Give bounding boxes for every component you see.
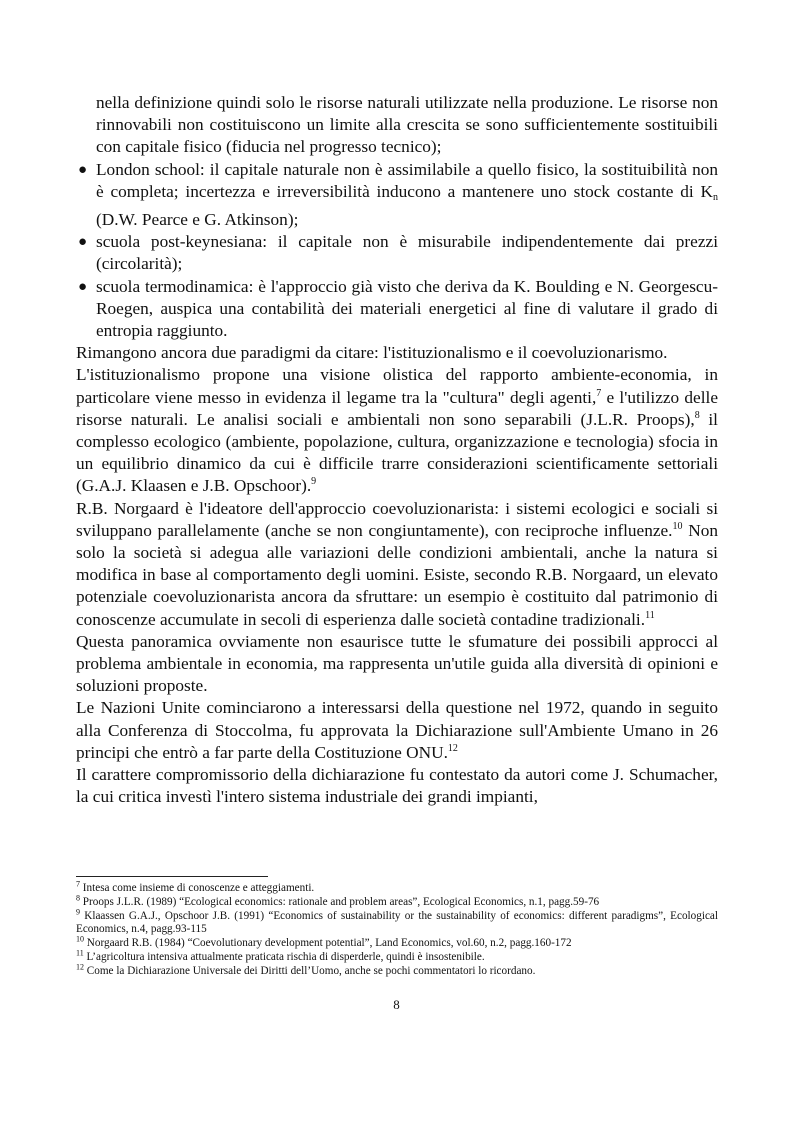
page-number: 8 <box>393 997 400 1012</box>
footnote: $^7$ Intesa come insieme di conoscenze e atteggiamenti. <box>76 879 315 894</box>
list-item: ● scuola termodinamica: è l'approccio già visto che deriva da K. Boulding e N. Georgescu-Roegen, auspica una contabilità dei materiali energetici al fine di valutare il grado di entropia raggiunto. <box>78 276 718 341</box>
capital-symbol: K <box>700 181 713 201</box>
bullet-icon: ● <box>78 234 88 251</box>
footnote: $^{12}$ Come la Dichiarazione Universale dei Diritti dell’Uomo, anche se pochi commentatori lo ricordano. <box>76 962 536 977</box>
footnote: $^9$ Klaassen G.A.J., Opschoor J.B. (1991) “Economics of sustainability or the sustainability of economics: different paradigms”, Ecological Economics, n.4, pagg.93-115 <box>76 906 718 936</box>
footnote-divider <box>76 876 268 877</box>
footnote-ref[interactable]: 7 <box>596 387 602 399</box>
footnote: $^{11}$ L’agricoltura intensiva attualmente praticata rischia di disperderle, quindi è insostenibile. <box>76 948 485 963</box>
paragraph: L'istituzionalismo propone una visione olistica del rapporto ambiente-economia, in particolare viene messo in evidenza il legame tra la "cultura" degli agenti,$^7$ e l'utilizzo delle risorse naturali. Le analisi sociali e ambientali non sono separabili (J.L.R. Proops),$^8$ il complesso ecologico (ambiente, popolazione, cultura, organizzazione e tecnologia) sfocia in un equilibrio dinamico da cui è difficile trarre considerazioni scientificamente settoriali (G.A.J. Klaasen e J.B. Opschoor).$^9$ <box>76 365 718 496</box>
footnote: $^8$ Proops J.L.R. (1989) “Ecological economics: rationale and problem areas”, Ecological Economics, n.1, pagg.59-76 <box>76 893 600 908</box>
footnotes <box>76 879 718 979</box>
footnote-ref[interactable]: 11 <box>645 609 655 621</box>
paragraph: Questa panoramica ovviamente non esaurisce tutte le sfumature dei possibili approcci al problema ambientale in economia, ma rappresenta un'utile guida alla diversità di opinioni e soluzioni proposte. <box>76 631 718 696</box>
paragraph: Le Nazioni Unite cominciarono a interessarsi della questione nel 1972, quando in seguito alla Conferenza di Stoccolma, fu approvata la Dichiarazione sull'Ambiente Umano in 26 principi che entrò a far parte della Costituzione ONU.$^{12}$ <box>76 698 718 762</box>
list-item-continuation: nella definizione quindi solo le risorse naturali utilizzate nella produzione. Le risorse non rinnovabili non costituiscono un limite alla crescita se sono sufficientemente sostituibili con capitale fisico (fiducia nel progresso tecnico); <box>96 93 718 157</box>
bullet-list <box>76 92 718 342</box>
footnote: $^{10}$ Norgaard R.B. (1984) “Coevolutionary development potential”, Land Economics, vol.60, n.2, pagg.160-172 <box>76 934 572 950</box>
list-item: ● scuola post-keynesiana: il capitale non è misurabile indipendentemente dai prezzi (circolarità); <box>78 232 718 274</box>
bullet-icon: ● <box>78 161 88 178</box>
footnote-ref[interactable]: 12 <box>447 743 458 755</box>
footnote-ref[interactable]: 10 <box>672 521 683 533</box>
paragraph: Rimangono ancora due paradigmi da citare: l'istituzionalismo e il coevoluzionarismo. <box>76 343 668 363</box>
paragraph: Il carattere compromissorio della dichiarazione fu contestato da autori come J. Schumacher, la cui critica investì l'intero sistema industriale dei grandi impianti, <box>76 765 718 807</box>
capital-subscript: n <box>713 191 718 203</box>
footnote-ref[interactable]: 9 <box>311 476 317 488</box>
list-item: ● London school: il capitale naturale non è assimilabile a quello fisico, la sostituibilità non è completa; incertezza e irreversibilità inducono a mantenere uno stock costante di $K_n$ (D.W. Pearce e G. Atkinson); <box>78 159 718 230</box>
paragraph: R.B. Norgaard è l'ideatore dell'approccio coevoluzionarista: i sistemi ecologici e sociali si sviluppano parallelamente (anche se non congiuntamente), con reciproche influenze.$^{10}$ Non solo la società si adegua alle variazioni delle condizioni ambientali, anche la natura si modifica in base al comportamento degli uomini. Esiste, secondo R.B. Norgaard, un elevato potenziale coevoluzionarista ancora da sfruttare: un esempio è costituito dal patrimonio di conoscenze accumulate in secoli di esperienza dalle società contadine tradizionali.$^{11}$ <box>76 498 718 629</box>
bullet-icon: ● <box>78 278 88 295</box>
footnote-ref[interactable]: 8 <box>694 410 700 422</box>
page-body <box>76 92 718 809</box>
